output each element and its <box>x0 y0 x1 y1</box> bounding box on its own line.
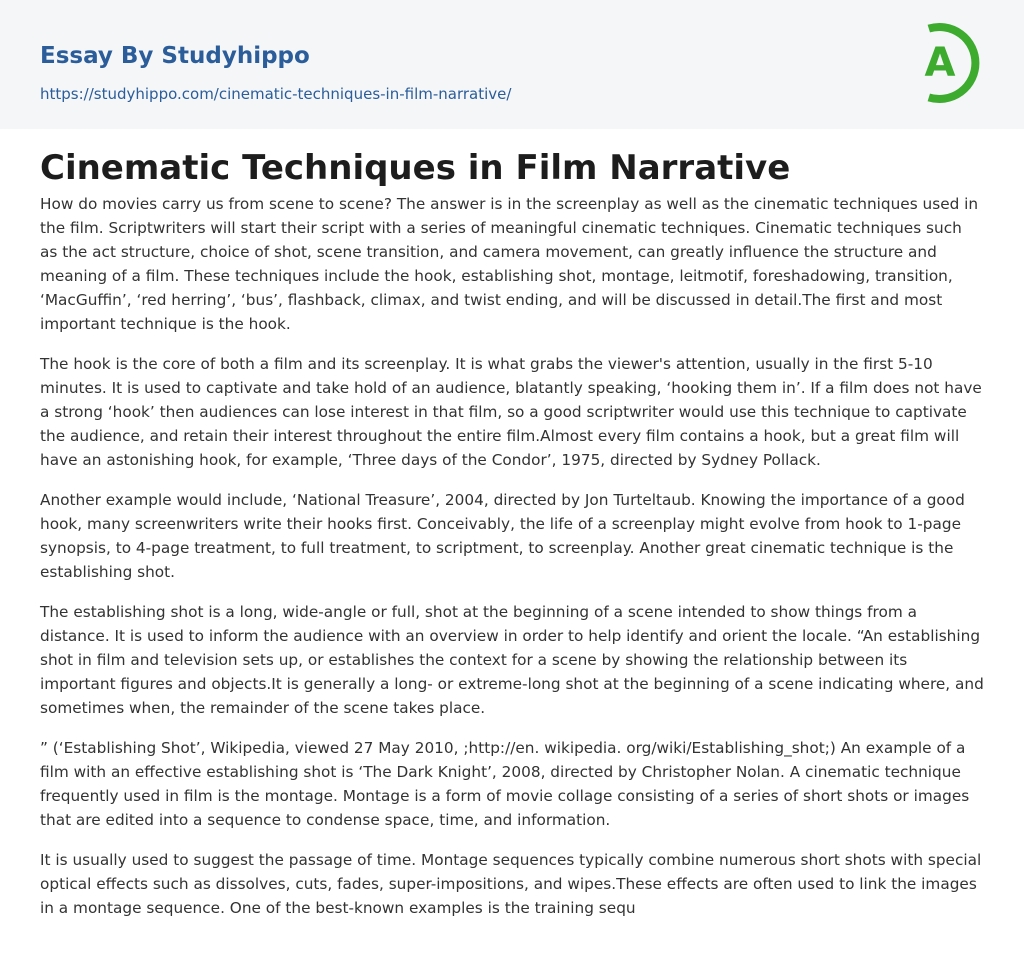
article-paragraph: It is usually used to suggest the passage of time. Montage sequences typically combine numerous short shots with special optical effects such as dissolves, cuts, fades, super-impositions, and wipes.These effects are often used to link the images in a montage sequence. One of the best-known examples is the training sequ <box>40 851 982 917</box>
article-paragraph: Another example would include, ‘National Treasure’, 2004, directed by Jon Turteltaub. Knowing the importance of a good hook, many screenwriters write their hooks first. Conceivably, the life of a screenplay might evolve from hook to 1-page synopsis, to 4-page treatment, to full treatment, to scriptment, to screenplay. Another great cinematic technique is the establishing shot. <box>40 491 965 581</box>
article-paragraph: How do movies carry us from scene to scene? The answer is in the screenplay as well as the cinematic techniques used in the film. Scriptwriters will start their script with a series of meaningful cinematic techniques. Cinematic techniques such as the act structure, choice of shot, scene transition, and camera movement, can greatly influence the structure and meaning of a film. These techniques include the hook, establishing shot, montage, leitmotif, foreshadowing, transition, ‘MacGuffin’, ‘red herring’, ‘bus’, flashback, climax, and twist ending, and will be discussed in detail.The first and most important technique is the hook. <box>40 195 979 333</box>
page-title: Cinematic Techniques in Film Narrative <box>40 148 791 188</box>
studyhippo-logo-icon[interactable] <box>908 20 988 106</box>
site-header <box>0 0 1024 129</box>
logo-letter: A <box>924 40 956 86</box>
brand-title: Essay By Studyhippo <box>40 43 310 69</box>
essay-url-link[interactable]: https://studyhippo.com/cinematic-techniques-in-film-narrative/ <box>40 85 512 103</box>
article-paragraph: The establishing shot is a long, wide-angle or full, shot at the beginning of a scene intended to show things from a distance. It is used to inform the audience with an overview in order to help identify and orient the locale. “An establishing shot in film and television sets up, or establishes the context for a scene by showing the relationship between its important figures and objects.It is generally a long- or extreme-long shot at the beginning of a scene indicating where, and sometimes when, the remainder of the scene takes place. <box>40 603 984 717</box>
article-paragraph: The hook is the core of both a film and its screenplay. It is what grabs the viewer's attention, usually in the first 5-10 minutes. It is used to captivate and take hold of an audience, blatantly speaking, ‘hooking them in’. If a film does not have a strong ‘hook’ then audiences can lose interest in that film, so a good scriptwriter would use this technique to captivate the audience, and retain their interest throughout the entire film.Almost every film contains a hook, but a great film will have an astonishing hook, for example, ‘Three days of the Condor’, 1975, directed by Sydney Pollack. <box>40 355 982 469</box>
article <box>0 129 1024 920</box>
article-paragraph: ” (‘Establishing Shot’, Wikipedia, viewed 27 May 2010, ;http://en. wikipedia. org/wiki/Establishing_shot;) An example of a film with an effective establishing shot is ‘The Dark Knight’, 2008, directed by Christopher Nolan. A cinematic technique frequently used in film is the montage. Montage is a form of movie collage consisting of a series of short shots or images that are edited into a sequence to condense space, time, and information. <box>40 739 970 829</box>
